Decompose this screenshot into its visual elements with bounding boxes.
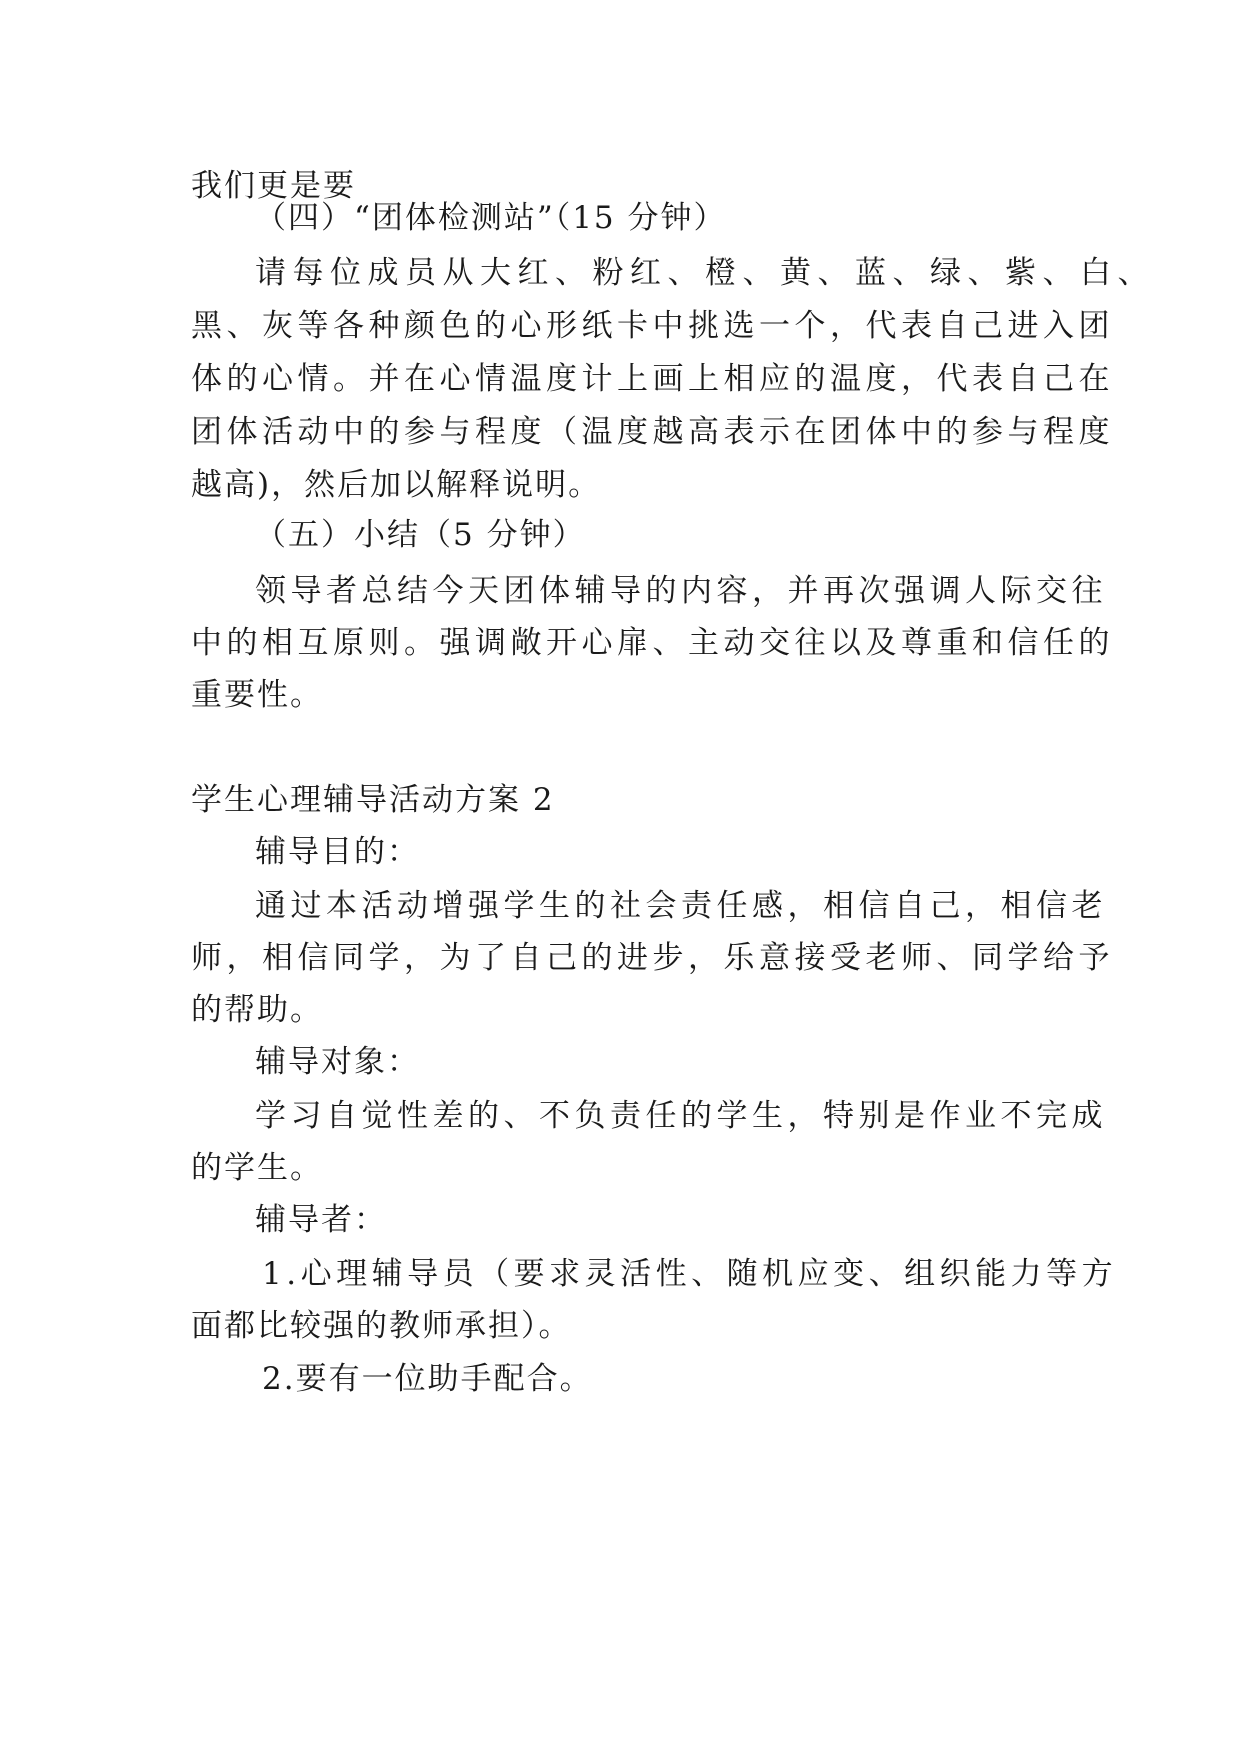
subheading-purpose: 辅导目的： [255, 834, 420, 870]
paragraph-line: 请每位成员从大红、粉红、橙、黄、蓝、绿、紫、白、 [255, 255, 1155, 291]
paragraph-line: 学习自觉性差的、不负责任的学生，特别是作业不完成 [255, 1098, 1107, 1134]
subheading-counselor: 辅导者： [255, 1202, 387, 1238]
document-title: 学生心理辅导活动方案 2 [191, 782, 555, 818]
paragraph-line: 面都比较强的教师承担）。 [191, 1308, 572, 1344]
paragraph-line: 师，相信同学，为了自己的进步，乐意接受老师、同学给予 [191, 940, 1114, 976]
paragraph-line: 领导者总结今天团体辅导的内容，并再次强调人际交往 [255, 573, 1107, 609]
paragraph-line: 的学生。 [191, 1150, 323, 1186]
section-heading-4: （四）“团体检测站”（15 分钟） [255, 200, 727, 236]
paragraph-line: 通过本活动增强学生的社会责任感，相信自己，相信老 [255, 888, 1107, 924]
subheading-target: 辅导对象： [255, 1044, 420, 1080]
paragraph-line: 体的心情。并在心情温度计上画上相应的温度，代表自己在 [191, 361, 1114, 397]
paragraph-line: 中的相互原则。强调敞开心扉、主动交往以及尊重和信任的 [191, 625, 1114, 661]
list-item: 2.要有一位助手配合。 [262, 1361, 593, 1397]
section-heading-5: （五）小结（5 分钟） [255, 517, 586, 553]
paragraph-line: 我们更是要 [191, 168, 356, 204]
paragraph-line: 团体活动中的参与程度（温度越高表示在团体中的参与程度 [191, 414, 1114, 450]
paragraph-line: 越高)，然后加以解释说明。 [191, 467, 602, 503]
paragraph-line: 的帮助。 [191, 992, 323, 1028]
paragraph-line: 重要性。 [191, 677, 323, 713]
paragraph-line: 黑、灰等各种颜色的心形纸卡中挑选一个，代表自己进入团 [191, 308, 1114, 344]
list-item: 1.心理辅导员（要求灵活性、随机应变、组织能力等方 [262, 1256, 1118, 1292]
